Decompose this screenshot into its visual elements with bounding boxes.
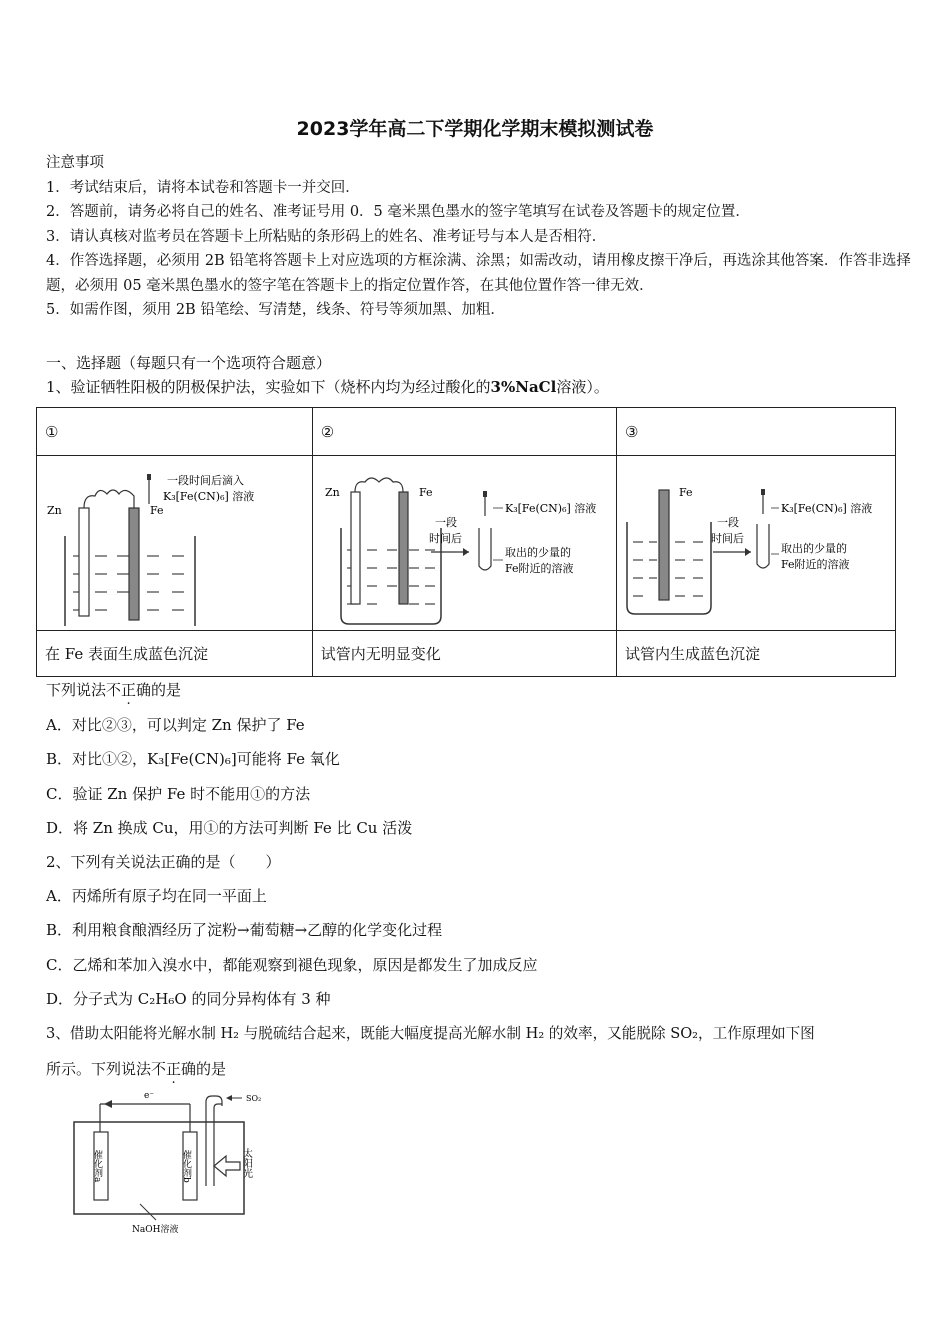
fe-electrode bbox=[129, 508, 139, 620]
wire bbox=[355, 478, 403, 492]
test-tube bbox=[757, 524, 769, 568]
fe-label: Fe bbox=[418, 486, 433, 499]
q1-option-a: A．对比②③，可以判定 Zn 保护了 Fe bbox=[46, 716, 305, 734]
fe-electrode bbox=[659, 490, 669, 600]
reagent-label: K₃[Fe(CN)₆] 溶液 bbox=[781, 502, 873, 515]
zn-label: Zn bbox=[47, 504, 62, 517]
q1-stem: 1、验证牺牲阳极的阴极保护法，实验如下（烧杯内均为经过酸化的3%NaCl溶液）。 bbox=[46, 378, 609, 396]
take-label1: 取出的少量的 bbox=[781, 542, 847, 555]
sunlight-label: 太阳光 bbox=[240, 1148, 252, 1178]
solution-label: NaOH溶液 bbox=[132, 1225, 179, 1235]
q1-option-b: B．对比①②，K₃[Fe(CN)₆]可能将 Fe 氧化 bbox=[46, 750, 340, 768]
q2-option-c: C．乙烯和苯加入溴水中，都能观察到褪色现象，原因是都发生了加成反应 bbox=[46, 956, 538, 974]
electron-arrow bbox=[104, 1100, 112, 1108]
dropper-bulb bbox=[147, 474, 151, 480]
so2-label: SO₂ bbox=[246, 1094, 262, 1103]
catalyst-b-label: 催化剂b bbox=[181, 1150, 191, 1183]
figure-cell-3 bbox=[617, 456, 896, 631]
note-line1: 一段时间后滴入 bbox=[167, 474, 244, 487]
q3-stem-line2: 所示。下列说法不正确的是 bbox=[46, 1060, 227, 1078]
notice-heading: 注意事项 bbox=[46, 155, 104, 171]
q3-diagram bbox=[60, 1086, 280, 1244]
notice-item: 3．请认真核对监考员在答题卡上所粘贴的条形码上的姓名、准考证号与本人是否相符． bbox=[46, 228, 607, 245]
result-3: 试管内生成蓝色沉淀 bbox=[617, 631, 896, 677]
zn-electrode bbox=[79, 508, 89, 616]
notice-item: 2．答题前，请务必将自己的姓名、准考证号用 0．5 毫米黑色墨水的签字笔填写在试卷及答题卡的规定位置． bbox=[46, 204, 750, 220]
fe-electrode bbox=[399, 492, 408, 604]
figure-2-diagram bbox=[313, 456, 613, 626]
result-2: 试管内无明显变化 bbox=[312, 631, 616, 677]
fe-label: Fe bbox=[150, 504, 164, 517]
q3-stem-line1: 3、借助太阳能将光解水制 H₂ 与脱硫结合起来，既能大幅度提高光解水制 H₂ 的效率，又能脱除 SO₂，工作原理如下图 bbox=[46, 1025, 815, 1042]
figure-cell-1 bbox=[37, 456, 313, 631]
q1-option-c: C．验证 Zn 保护 Fe 时不能用①的方法 bbox=[46, 785, 311, 803]
q2-option-b: B．利用粮食酿酒经历了淀粉→葡萄糖→乙醇的化学变化过程 bbox=[46, 921, 443, 939]
section-heading: 一、选择题（每题只有一个选项符合题意） bbox=[46, 354, 332, 372]
so2-inlet-tube bbox=[206, 1096, 222, 1186]
fe-label: Fe bbox=[679, 486, 693, 499]
q1-ask: 下列说法不正确的是 bbox=[46, 681, 182, 699]
q1-option-d: D．将 Zn 换成 Cu，用①的方法可判断 Fe 比 Cu 活泼 bbox=[46, 819, 413, 837]
zn-label: Zn bbox=[324, 486, 340, 499]
table-header-3: ③ bbox=[617, 408, 896, 456]
notice-item: 1．考试结束后，请将本试卷和答题卡一并交回． bbox=[46, 179, 360, 196]
note-line2: K₃[Fe(CN)₆] 溶液 bbox=[163, 490, 255, 503]
electron-label: e⁻ bbox=[144, 1091, 155, 1101]
arrow-label2: 时间后 bbox=[711, 532, 744, 545]
take-label1: 取出的少量的 bbox=[504, 546, 571, 559]
notice-block bbox=[46, 151, 916, 323]
q2-option-d: D．分子式为 C₂H₆O 的同分异构体有 3 种 bbox=[46, 990, 331, 1008]
figure-1-diagram bbox=[37, 456, 307, 626]
table-header-1: ① bbox=[37, 408, 313, 456]
take-label2: Fe附近的溶液 bbox=[781, 558, 850, 571]
take-label2: Fe附近的溶液 bbox=[504, 562, 574, 575]
arrow-label1: 一段 bbox=[434, 516, 457, 529]
wire bbox=[84, 490, 134, 508]
table-header-2: ② bbox=[312, 408, 616, 456]
test-tube bbox=[479, 528, 491, 570]
arrow-label2: 时间后 bbox=[428, 532, 462, 545]
q2-stem: 2、下列有关说法正确的是（ ） bbox=[46, 853, 281, 871]
notice-item: 4．作答选择题，必须用 2B 铅笔将答题卡上对应选项的方框涂满、涂黑；如需改动，请用橡皮擦干净后，再选涂其他答案．作答非选择题，必须用 05 毫米黑色墨水的签字笔在答题卡上的指定位置作答，在其他位置作答一律无效． bbox=[46, 253, 911, 294]
reagent-label: K₃[Fe(CN)₆] 溶液 bbox=[504, 502, 597, 515]
arrow-label1: 一段 bbox=[717, 516, 739, 529]
notice-item: 5．如需作图，须用 2B 铅笔绘、写清楚，线条、符号等须加黑、加粗． bbox=[46, 302, 505, 318]
catalyst-a-label: 催化剂a bbox=[92, 1150, 102, 1183]
figure-cell-2 bbox=[312, 456, 616, 631]
q2-option-a: A．丙烯所有原子均在同一平面上 bbox=[46, 887, 267, 905]
result-1: 在 Fe 表面生成蓝色沉淀 bbox=[37, 631, 313, 677]
experiment-table bbox=[36, 407, 896, 677]
page-title: 2023学年高二下学期化学期末模拟测试卷 bbox=[296, 118, 654, 140]
sunlight-arrow bbox=[214, 1156, 240, 1176]
figure-3-diagram bbox=[617, 456, 895, 626]
zn-electrode bbox=[351, 492, 360, 604]
